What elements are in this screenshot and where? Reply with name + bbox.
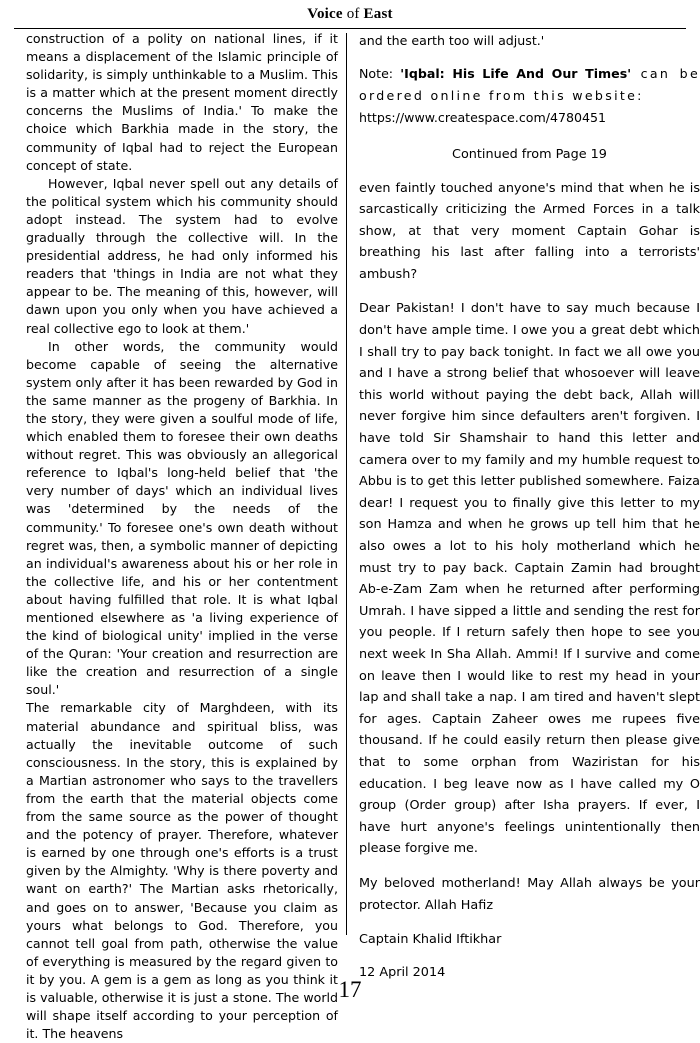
signature-name: Captain Khalid Iftikhar xyxy=(359,932,502,948)
paragraph: My beloved motherland! May Allah always be your protector. Allah Hafiz xyxy=(359,875,700,913)
note-label: Note: xyxy=(359,65,401,81)
masthead xyxy=(0,0,700,26)
masthead-divider xyxy=(14,28,686,29)
masthead-title-part2: East xyxy=(363,6,393,22)
note-rest: can be ordered online from this website: xyxy=(359,65,700,103)
paragraph: and the earth too will adjust.' xyxy=(359,33,545,48)
paragraph: Dear Pakistan! I don't have to say much because I don't have ample time. I owe you a great debt which I shall try to pay back tonight. In fact we all owe you and I have a strong belief that whosoever will leave this world without paying the debt back, Allah will never forgive him since defaulters aren't forgiven. I have told Sir Shamshair to hand this letter and camera over to my family and my humble request to Abbu is to get this letter published somewhere. Faiza dear! I request you to finally give this letter to my son Hamza and when he grows up tell him that he also owes a lot to his holy motherland which he must try to pay back. Captain Zamin had brought Ab-e-Zam Zam when he returned after performing Umrah. I have sipped a little and sending the rest for you people. If I return safely then hope to see you next week In Sha Allah. Ammi! If I survive and come on leave then I would like to rest my head in your lap and shall take a nap. I am tired and haven't slept for ages. Captain Zaheer owes me rupees five thousand. If he could easily return then please give that to some orphan from Waziristan for his education. I beg leave now as I have called my O group (Order group) after Isha prayers. If ever, I have hurt anyone's feelings unintentionally then please forgive me. xyxy=(359,301,700,857)
page-number: 17 xyxy=(338,977,362,1002)
signature-date: 12 April 2014 xyxy=(359,964,446,980)
masthead-title-part1: Voice xyxy=(307,6,343,22)
paragraph: In other words, the community would become capable of seeing the alternative system only after it has been rewarded by God in the same manner as the progeny of Barkhia. In the story, they were given a soulful mode of life, which enabled them to foresee their own deaths without regret. This was obviously an allegorical reference to Iqbal's long-held belief that 'the very number of days' which an individual lives was 'determined by the needs of the community.' To foresee one's own death without regret was, then, a symbolic manner of depicting an individual's awareness about his or her role in the collective life, and his or her contentment about having fulfilled that role. It is what Iqbal mentioned elsewhere as 'a living experience of the kind of biological unity' implied in the verse of the Quran: 'Your creation and resurrection are like the creation and resurrection of a single soul.' xyxy=(26,338,338,698)
note-block xyxy=(359,63,700,129)
masthead-title-of: of xyxy=(342,6,364,22)
paragraph: However, Iqbal never spell out any details of the political system which his community should adopt instead. The system had to evolve gradually through the collective will. In the presidential address, he had only informed his readers that 'things in India are not what they appear to be. The meaning of this, however, will dawn upon you only when you have achieved a real collective ego to look at them.' xyxy=(26,175,338,336)
right-column xyxy=(347,30,700,980)
paragraph: construction of a polity on national lines, if it means a displacement of the Islamic principle of solidarity, is simply unthinkable to a Muslim. This is a matter which at the present moment directly concerns the Muslims of India.' To make the choice which Barkhia made in the story, the community of Iqbal had to reject the European concept of state. xyxy=(26,31,338,173)
note-url[interactable]: https://www.createspace.com/4780451 xyxy=(359,109,607,125)
continued-from-label: Continued from Page 19 xyxy=(452,146,607,162)
paragraph: even faintly touched anyone's mind that when he is sarcastically criticizing the Armed Forces in a talk show, at that very moment Captain Gohar is breathing his last after falling into a terrorists' ambush? xyxy=(359,180,700,282)
paragraph: The remarkable city of Marghdeen, with its material abundance and spiritual bliss, was actually the inevitable outcome of such consciousness. In the story, this is explained by a Martian astronomer who says to the travellers from the earth that the material objects come from the same source as the power of thought and the potency of prayer. Therefore, whatever is earned by one through one's efforts is a trust given by the Almighty. 'Why is there poverty and want on earth?' The Martian asks rhetorically, and goes on to answer, 'Because you claim as yours what belongs to God. Therefore, you cannot tell goal from path, otherwise the value of everything is measured by the regard given to it by you. A gem is a gem as long as you think it is valuable, otherwise it is just a stone. The world will shape itself according to your perception of it. The heavens xyxy=(26,700,338,1042)
note-book-title: 'Iqbal: His Life And Our Times' xyxy=(400,65,632,81)
left-column xyxy=(0,30,346,1042)
